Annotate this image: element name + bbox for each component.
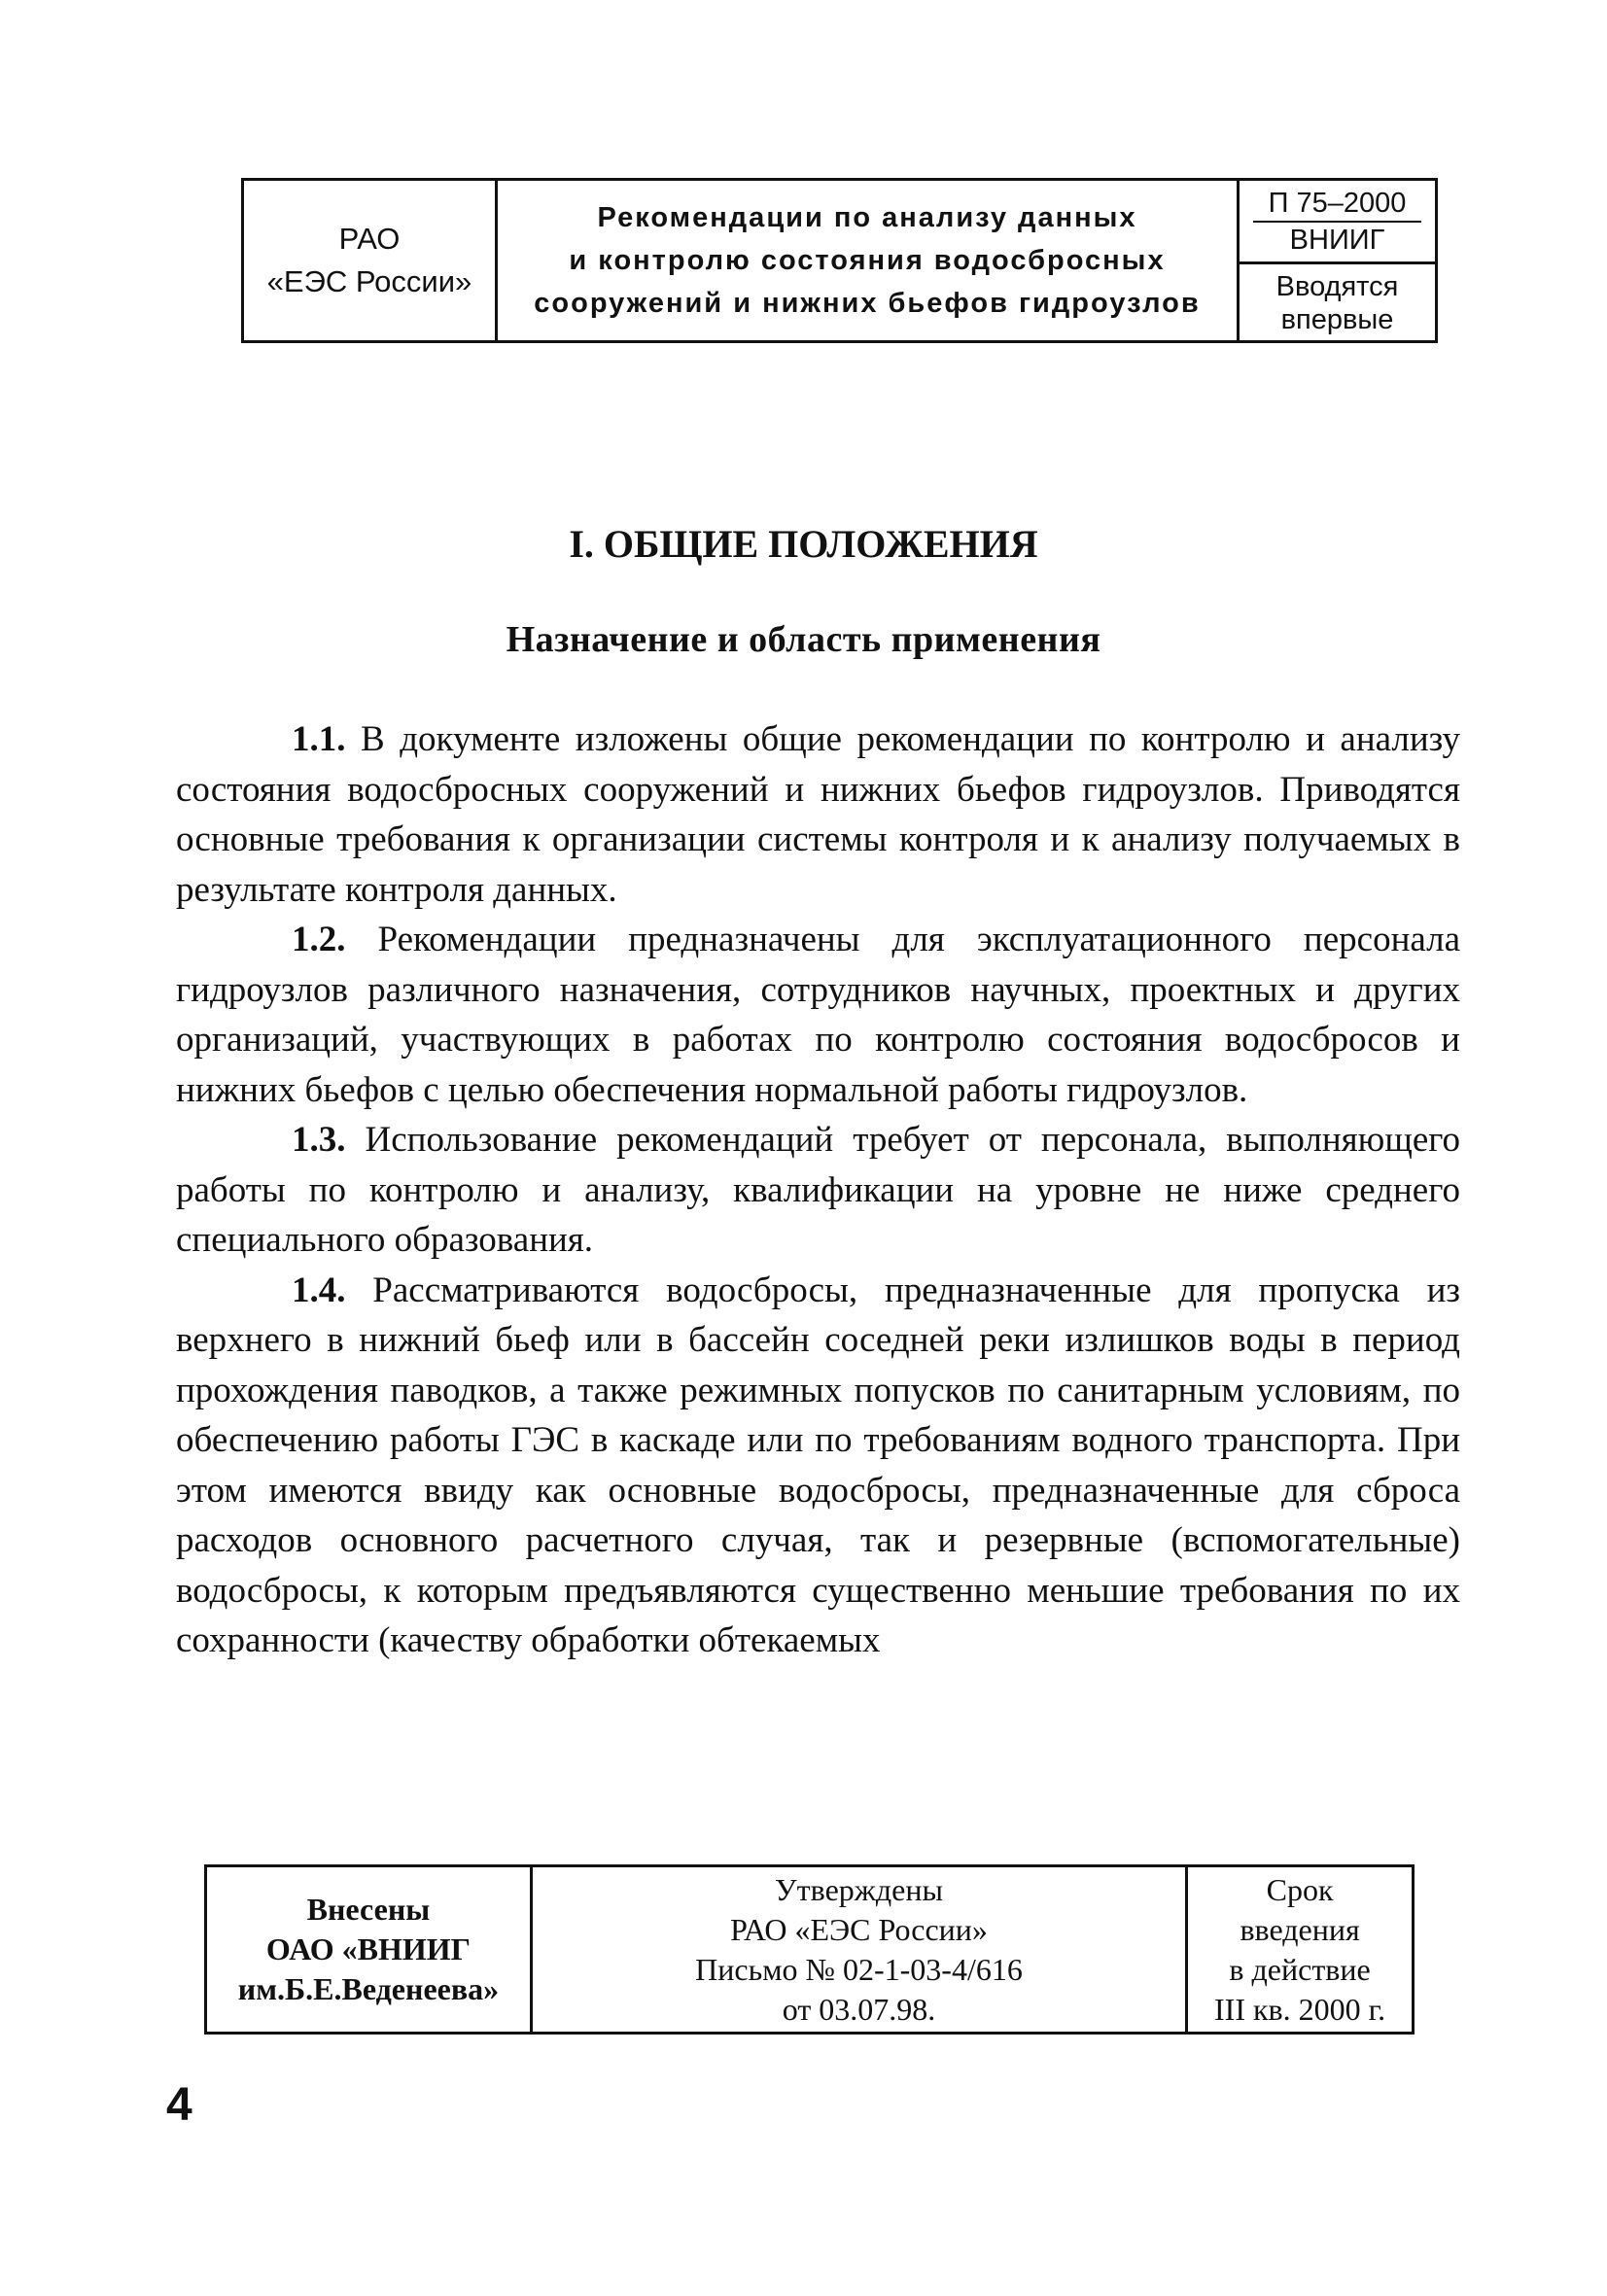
footer-line: Письмо № 02-1-03-4/616 (695, 1951, 1023, 1987)
section-subheading: Назначение и область применения (506, 619, 1101, 660)
footer-table (204, 1864, 1415, 2035)
footer-effective (1187, 1866, 1414, 2034)
issuer: ВНИИГ (1289, 224, 1385, 256)
footer-line: Срок (1266, 1871, 1334, 1907)
header-title (497, 180, 1239, 342)
paragraph-text: Рекомендации предназначены для эксплуатационного персонала гидроузлов различного назначения, сотрудников научных, проектных и других организаций, участвующих в работах по контролю состояния водосбросов и нижних бьефов с целью обеспечения нормальной работы гидроузлов. (176, 920, 1460, 1110)
header-code-cell (1239, 180, 1437, 342)
body-text (176, 714, 1460, 1666)
footer-line: введения (1240, 1911, 1360, 1947)
status-text (1240, 261, 1435, 336)
paragraph-number: 1.2. (292, 920, 346, 959)
status-line: впервые (1280, 303, 1394, 335)
footer-line: Утверждены (775, 1871, 943, 1907)
footer-line: в действие (1229, 1951, 1371, 1987)
footer-submitted (206, 1866, 532, 2034)
status-line: Вводятся (1275, 270, 1399, 302)
header-table (241, 178, 1438, 343)
paragraph (176, 915, 1460, 1115)
header-organization (243, 180, 497, 342)
footer-line: им.Б.Е.Веденеева» (237, 1971, 500, 2006)
footer-line: Внесены (306, 1892, 431, 1927)
paragraph-number: 1.4. (292, 1270, 346, 1310)
document-code: П 75–2000 (1253, 186, 1421, 223)
paragraph-number: 1.1. (292, 719, 346, 759)
footer-line: от 03.07.98. (782, 1991, 936, 2027)
footer-approved (531, 1866, 1186, 2034)
footer-line: ОАО «ВНИИГ (265, 1931, 471, 1966)
org-line: РАО (338, 222, 401, 256)
paragraph-text: В документе изложены общие рекомендации по контролю и анализу состояния водосбросных сооружений и нижних бьефов гидроузлов. Приводятся основные требования к организации системы контроля и к анализу получаемых в результате контроля данных. (176, 719, 1460, 910)
title-line: Рекомендации по анализу данных (597, 202, 1137, 233)
paragraph (176, 1266, 1460, 1666)
paragraph-number: 1.3. (292, 1120, 346, 1160)
section-heading: I. ОБЩИЕ ПОЛОЖЕНИЯ (569, 522, 1038, 566)
title-line: и контролю состояния водосбросных (569, 245, 1166, 276)
org-line: «ЕЭС России» (266, 264, 472, 298)
footer-line: РАО «ЕЭС России» (730, 1911, 988, 1947)
title-line: сооружений и нижних бьефов гидроузлов (534, 288, 1201, 319)
paragraph (176, 714, 1460, 915)
page-number: 4 (166, 2079, 192, 2131)
paragraph (176, 1115, 1460, 1266)
paragraph-text: Использование рекомендаций требует от персонала, выполняющего работы по контролю и анализу, квалификации на уровне не ниже среднего специального образования. (176, 1120, 1460, 1260)
paragraph-text: Рассматриваются водосбросы, предназначенные для пропуска из верхнего в нижний бьеф или в бассейн соседней реки излишков воды в период прохождения паводков, а также режимных попусков по санитарным условиям, по обеспечению работы ГЭС в каскаде или по требованиям водного транспорта. При этом имеются ввиду как основные водосбросы, предназначенные для сброса расходов основного расчетного случая, так и резервные (вспомогательные) водосбросы, к которым предъявляются существенно меньшие требования по их сохранности (качеству обработки обтекаемых (176, 1270, 1460, 1660)
footer-line: III кв. 2000 г. (1214, 1991, 1386, 2027)
